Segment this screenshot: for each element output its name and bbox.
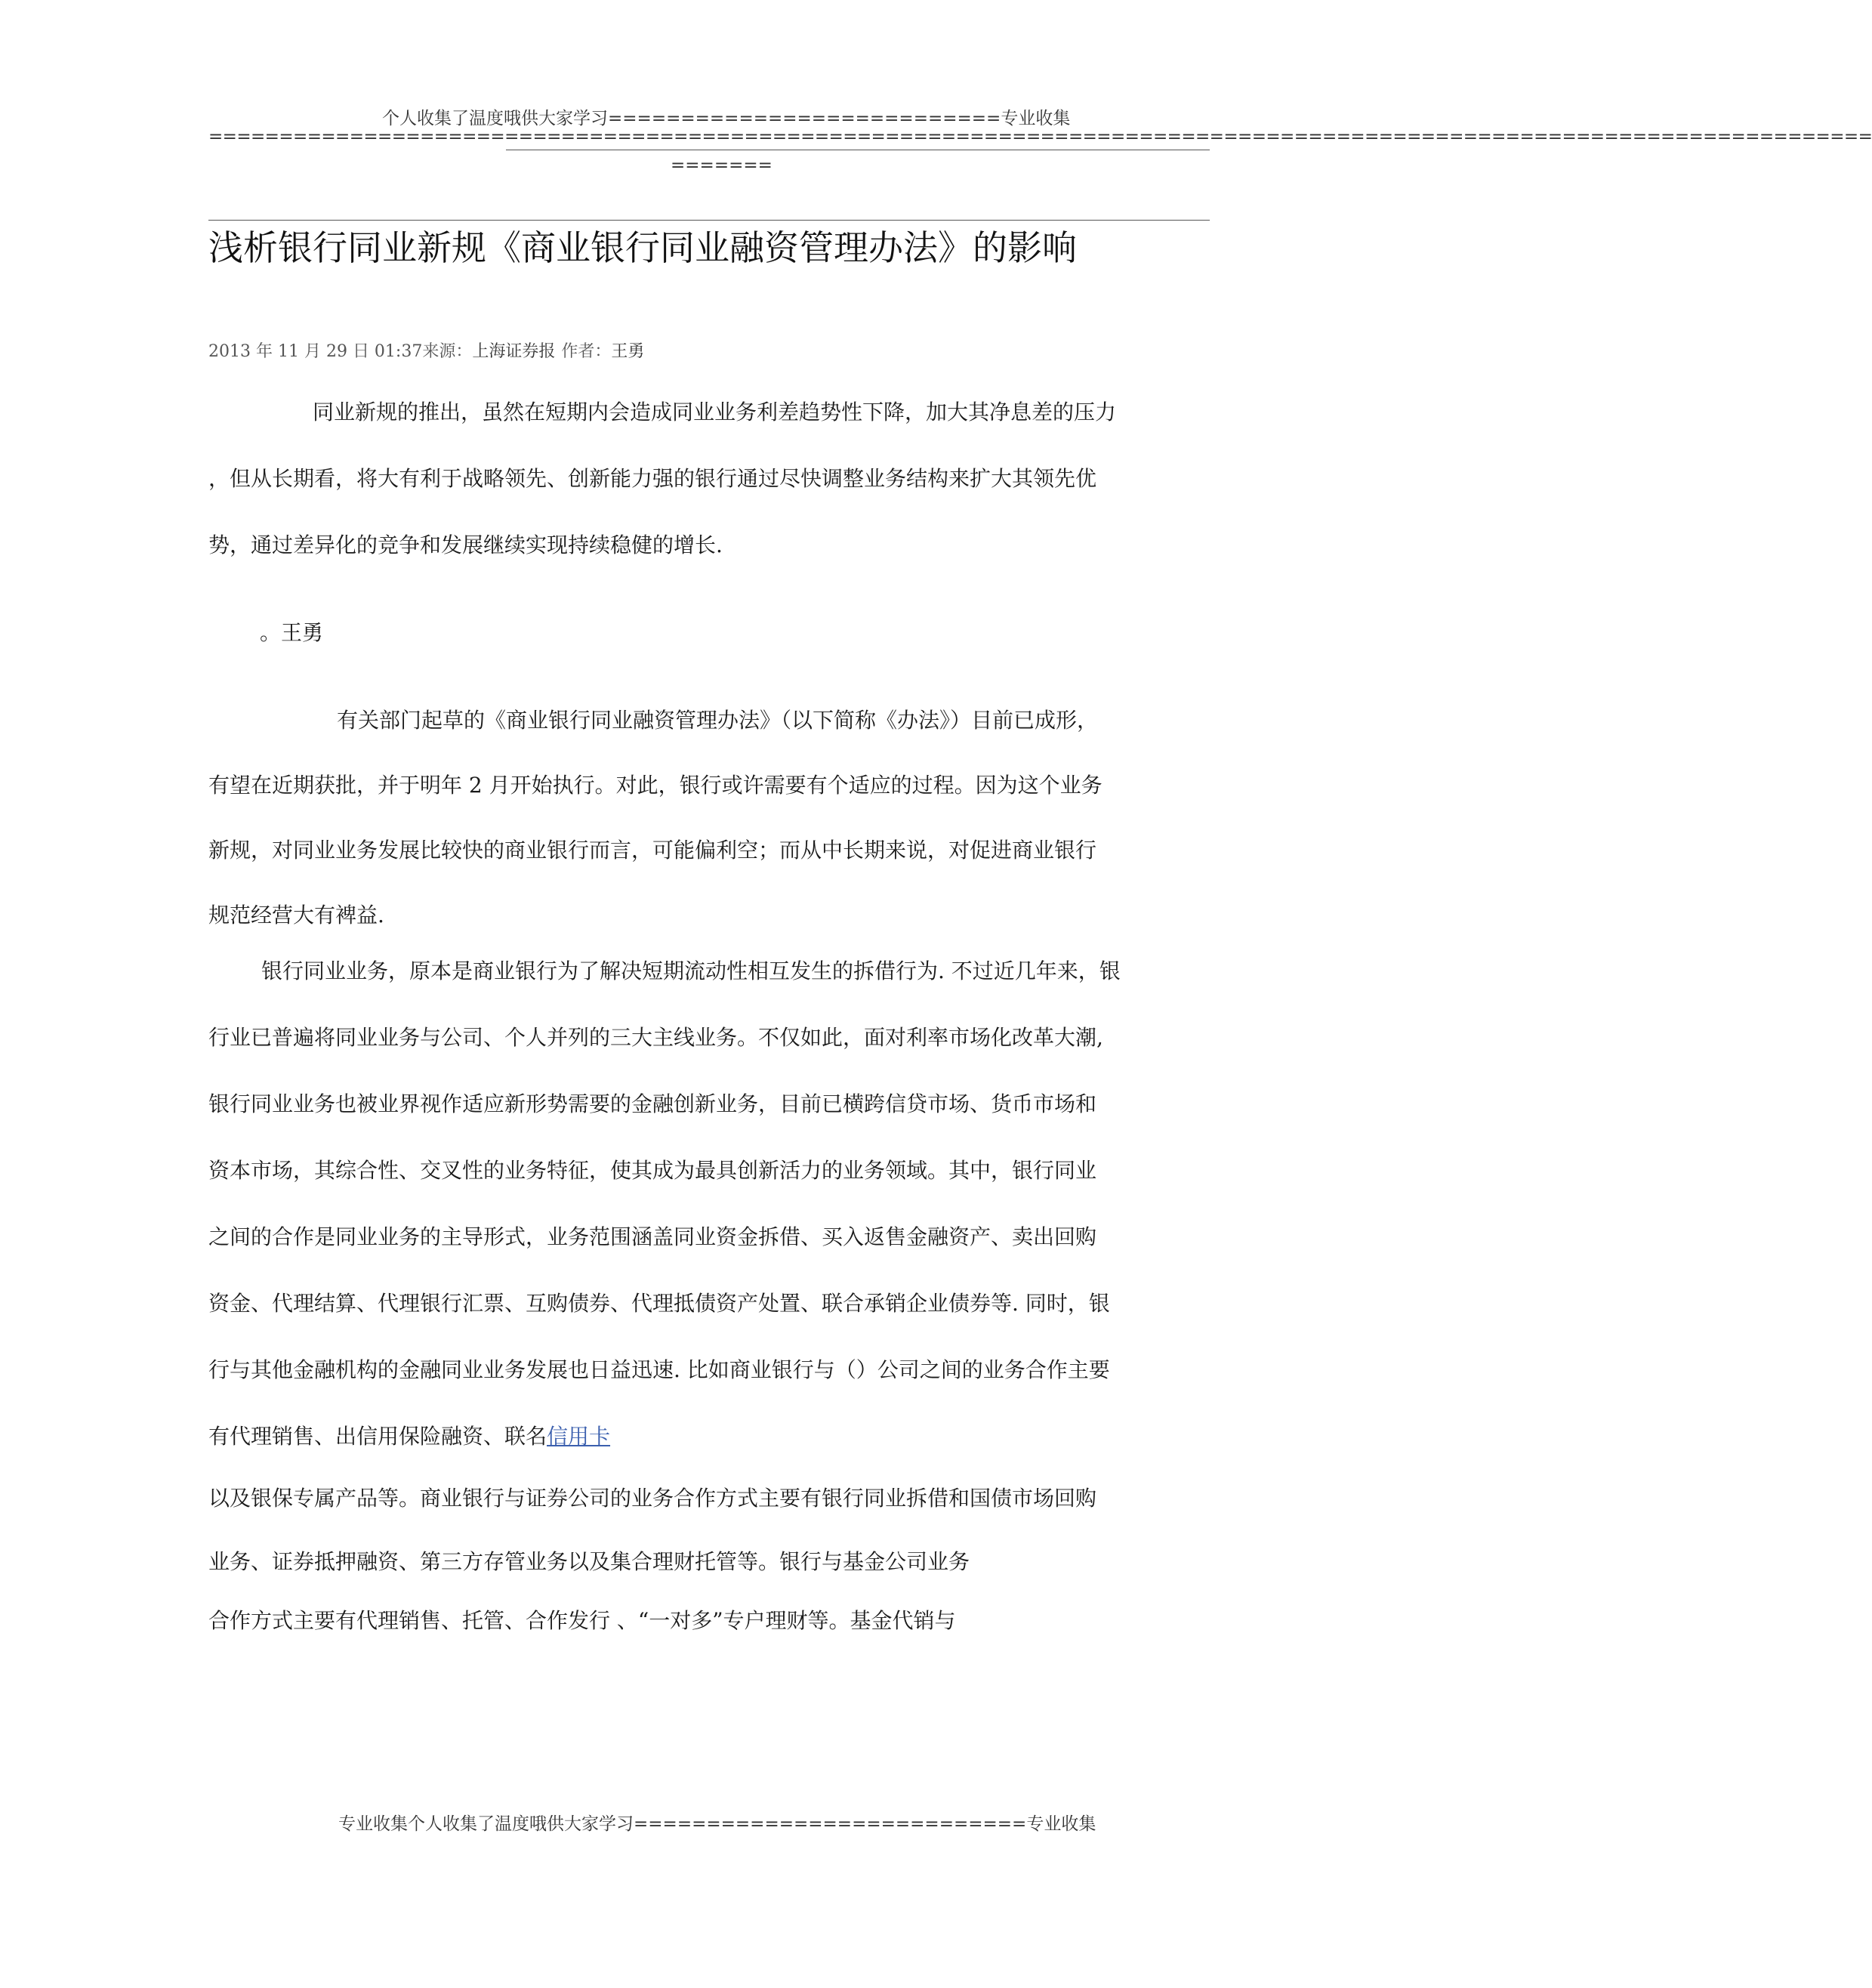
header-line-3: ======= bbox=[671, 156, 773, 175]
paragraph-3-line-3: 银行同业业务也被业界视作适应新形势需要的金融创新业务，目前已横跨信贷市场、货币市场和 bbox=[208, 1091, 1097, 1116]
paragraph-2-line-4: 规范经营大有裨益. bbox=[208, 903, 384, 928]
paragraph-4-line-1: 以及银保专属产品等。商业银行与证券公司的业务合作方式主要有银行同业拆借和国债市场回购 bbox=[208, 1486, 1097, 1511]
paragraph-2-line-2: 有望在近期获批，并于明年 2 月开始执行。对此，银行或许需要有个适应的过程。因为这个业务 bbox=[208, 773, 1103, 798]
paragraph-3-line-2: 行业已普遍将同业业务与公司、个人并列的三大主线业务。不仅如此，面对利率市场化改革大潮, bbox=[208, 1025, 1103, 1050]
paragraph-3-line-7: 行与其他金融机构的金融同业业务发展也日益迅速. 比如商业银行与（）公司之间的业务合作主要 bbox=[208, 1357, 1110, 1382]
source-label: 来源： bbox=[422, 342, 473, 361]
credit-card-link[interactable]: 信用卡 bbox=[547, 1424, 611, 1449]
paragraph-3-line-1: 银行同业业务，原本是商业银行为了解决短期流动性相互发生的拆借行为. 不过近几年来，银 bbox=[261, 958, 1121, 983]
author-label: 作者： bbox=[561, 342, 612, 361]
header-line-1: 个人收集了温度哦供大家学习===========================专业收集 bbox=[382, 109, 1071, 128]
paragraph-1-line-1: 同业新规的推出，虽然在短期内会造成同业业务利差趋势性下降，加大其净息差的压力 bbox=[313, 400, 1117, 424]
paragraph-3-line-8 bbox=[208, 1423, 610, 1450]
paragraph-3-line-8-text: 有代理销售、出信用保险融资、联名 bbox=[208, 1424, 547, 1449]
paragraph-2-line-1: 有关部门起草的《商业银行同业融资管理办法》（以下简称《办法》）目前已成形， bbox=[337, 708, 1099, 733]
article-title: 浅析银行同业新规《商业银行同业融资管理办法》的影响 bbox=[208, 227, 1077, 268]
author-line: 。王勇 bbox=[260, 620, 324, 645]
header-line-2 bbox=[208, 127, 1872, 147]
paragraph-4-line-3: 合作方式主要有代理销售、托管、合作发行 、“一对多”专户理财等。基金代销与 bbox=[208, 1608, 956, 1633]
article-meta bbox=[208, 338, 644, 362]
paragraph-3-line-4: 资本市场，其综合性、交叉性的业务特征，使其成为最具创新活力的业务领域。其中，银行同业 bbox=[208, 1158, 1097, 1183]
article-date: 2013 年 11 月 29 日 01:37 bbox=[208, 342, 423, 361]
header-line-2-text: ====================================================================================================================== bbox=[208, 127, 1872, 147]
paragraph-3-line-6: 资金、代理结算、代理银行汇票、互购债券、代理抵债资产处置、联合承销企业债券等. 同时，银 bbox=[208, 1291, 1110, 1316]
paragraph-3-line-5: 之间的合作是同业业务的主导形式，业务范围涵盖同业资金拆借、买入返售金融资产、卖出回购 bbox=[208, 1224, 1097, 1249]
paragraph-1-line-3: 势，通过差异化的竞争和发展继续实现持续稳健的增长. bbox=[208, 532, 723, 557]
article-source: 上海证券报 bbox=[472, 342, 556, 361]
paragraph-4-line-2: 业务、证券抵押融资、第三方存管业务以及集合理财托管等。银行与基金公司业务 bbox=[208, 1549, 970, 1574]
paragraph-2-line-3: 新规，对同业业务发展比较快的商业银行而言，可能偏利空；而从中长期来说，对促进商业银行 bbox=[208, 838, 1097, 863]
article-author: 王勇 bbox=[611, 342, 645, 361]
page-footer: 专业收集个人收集了温度哦供大家学习===========================专业收集 bbox=[338, 1814, 1096, 1834]
paragraph-1-line-2: ，但从长期看，将大有利于战略领先、创新能力强的银行通过尽快调整业务结构来扩大其领先优 bbox=[208, 466, 1097, 491]
